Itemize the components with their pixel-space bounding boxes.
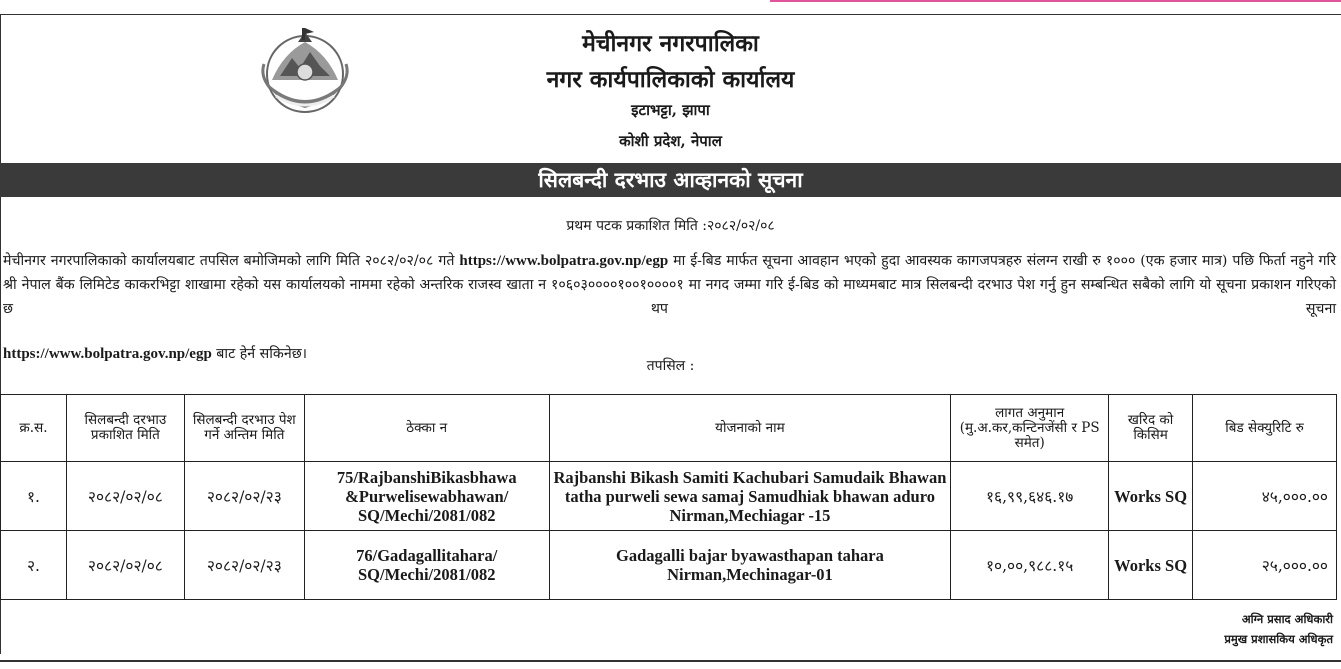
details-label: तपसिल : [646, 358, 695, 374]
col-procurement-type: खरिद को किसिम [1109, 395, 1193, 462]
table-header-row [1, 395, 1337, 462]
body-text-3: बाट हेर्न सकिनेछ। [211, 346, 308, 362]
body-text-2: मा ई-बिड मार्फत सूचना आवहान भएको हुदा आवस्यक कागजपत्रहरु संलग्न राखी रु १००० (एक हजार मात्र) पछि फिर्ता नहुने गरि श्री नेपाल बैंक लिमिटेड काकरभिट्टा शाखामा रहेको यस कार्यालयको नाममा रहेको अन्तरिक राजस्व खाता न १०६०३००००१००१००००१ मा नगद जम्मा गरि ई-बिड को माध्यमबाट मात्र सिलबन्दी दरभाउ पेश गर्नु हुन सम्बन्धित सबैको लागि यो सूचना प्रकाशन गरिएको छ थप सूचना [3, 253, 1336, 317]
row-published-date: २०८२/०२/०८ [66, 531, 184, 600]
bottom-rule [0, 660, 1341, 662]
row-deadline: २०८२/०२/२३ [184, 531, 304, 600]
signatory-designation: प्रमुख प्रशासकिय अधिकृत [1224, 632, 1333, 646]
row-published-date: २०८२/०२/०८ [66, 462, 184, 531]
row-procurement-type: Works SQ [1109, 462, 1193, 531]
col-project-name: योजनाको नाम [549, 395, 951, 462]
col-published-date: सिलबन्दी दरभाउ प्रकाशित मिति [66, 395, 184, 462]
publish-date: प्रथम पटक प्रकाशित मिति :२०८२/०२/०८ [566, 218, 775, 234]
row-sn: २. [1, 531, 67, 600]
body-text-1: मेचीनगर नगरपालिकाको कार्यालयबाट तपसिल बमोजिमको लागि मिति २०८२/०२/०८ गते [3, 253, 460, 269]
col-sn: क्र.स. [1, 395, 67, 462]
col-bid-security: बिड सेक्युरिटि रु [1193, 395, 1337, 462]
row-deadline: २०८२/०२/२३ [184, 462, 304, 531]
notice-body [3, 249, 1336, 321]
row-procurement-type: Works SQ [1109, 531, 1193, 600]
notice-title: सिलबन्दी दरभाउ आव्हानको सूचना [0, 163, 1341, 197]
signatory-name: अग्नि प्रसाद अधिकारी [1241, 612, 1333, 626]
office-province: कोशी प्रदेश, नेपाल [619, 132, 722, 150]
row-project-name: Gadagalli bajar byawasthapan tahara Nirman,Mechinagar-01 [549, 531, 951, 600]
col-deadline: सिलबन्दी दरभाउ पेश गर्ने अन्तिम मिति [184, 395, 304, 462]
table-row [1, 462, 1337, 531]
row-bid-security: ४५,०००.०० [1193, 462, 1337, 531]
col-contract-no: ठेक्का न [304, 395, 549, 462]
bolpatra-link-2[interactable]: https://www.bolpatra.gov.np/egp [3, 346, 212, 362]
bolpatra-link[interactable]: https://www.bolpatra.gov.np/egp [459, 253, 669, 269]
col-cost-estimate: लागत अनुमान (मु.अ.कर,कन्टिनजेंसी र PS समेत) [951, 395, 1109, 462]
row-contract-no: 76/Gadagallitahara/ SQ/Mechi/2081/082 [304, 531, 549, 600]
bid-table [0, 394, 1337, 600]
row-project-name: Rajbanshi Bikash Samiti Kachubari Samudaik Bhawan tatha purweli sewa samaj Samudhiak bhawan aduro Nirman,Mechiagar -15 [549, 462, 951, 531]
row-cost-estimate: १६,९९,६४६.१७ [951, 462, 1109, 531]
row-bid-security: २५,०००.०० [1193, 531, 1337, 600]
top-accent-rule [770, 0, 1341, 2]
office-name: नगर कार्यपालिकाको कार्यालय [546, 66, 795, 93]
table-row [1, 531, 1337, 600]
org-name: मेचीनगर नगरपालिका [582, 30, 759, 57]
row-contract-no: 75/RajbanshiBikasbhawa &Purwelisewabhawan/ SQ/Mechi/2081/082 [304, 462, 549, 531]
office-location: इटाभट्टा, झापा [631, 101, 710, 119]
row-sn: १. [1, 462, 67, 531]
row-cost-estimate: १०,००,९८८.१५ [951, 531, 1109, 600]
